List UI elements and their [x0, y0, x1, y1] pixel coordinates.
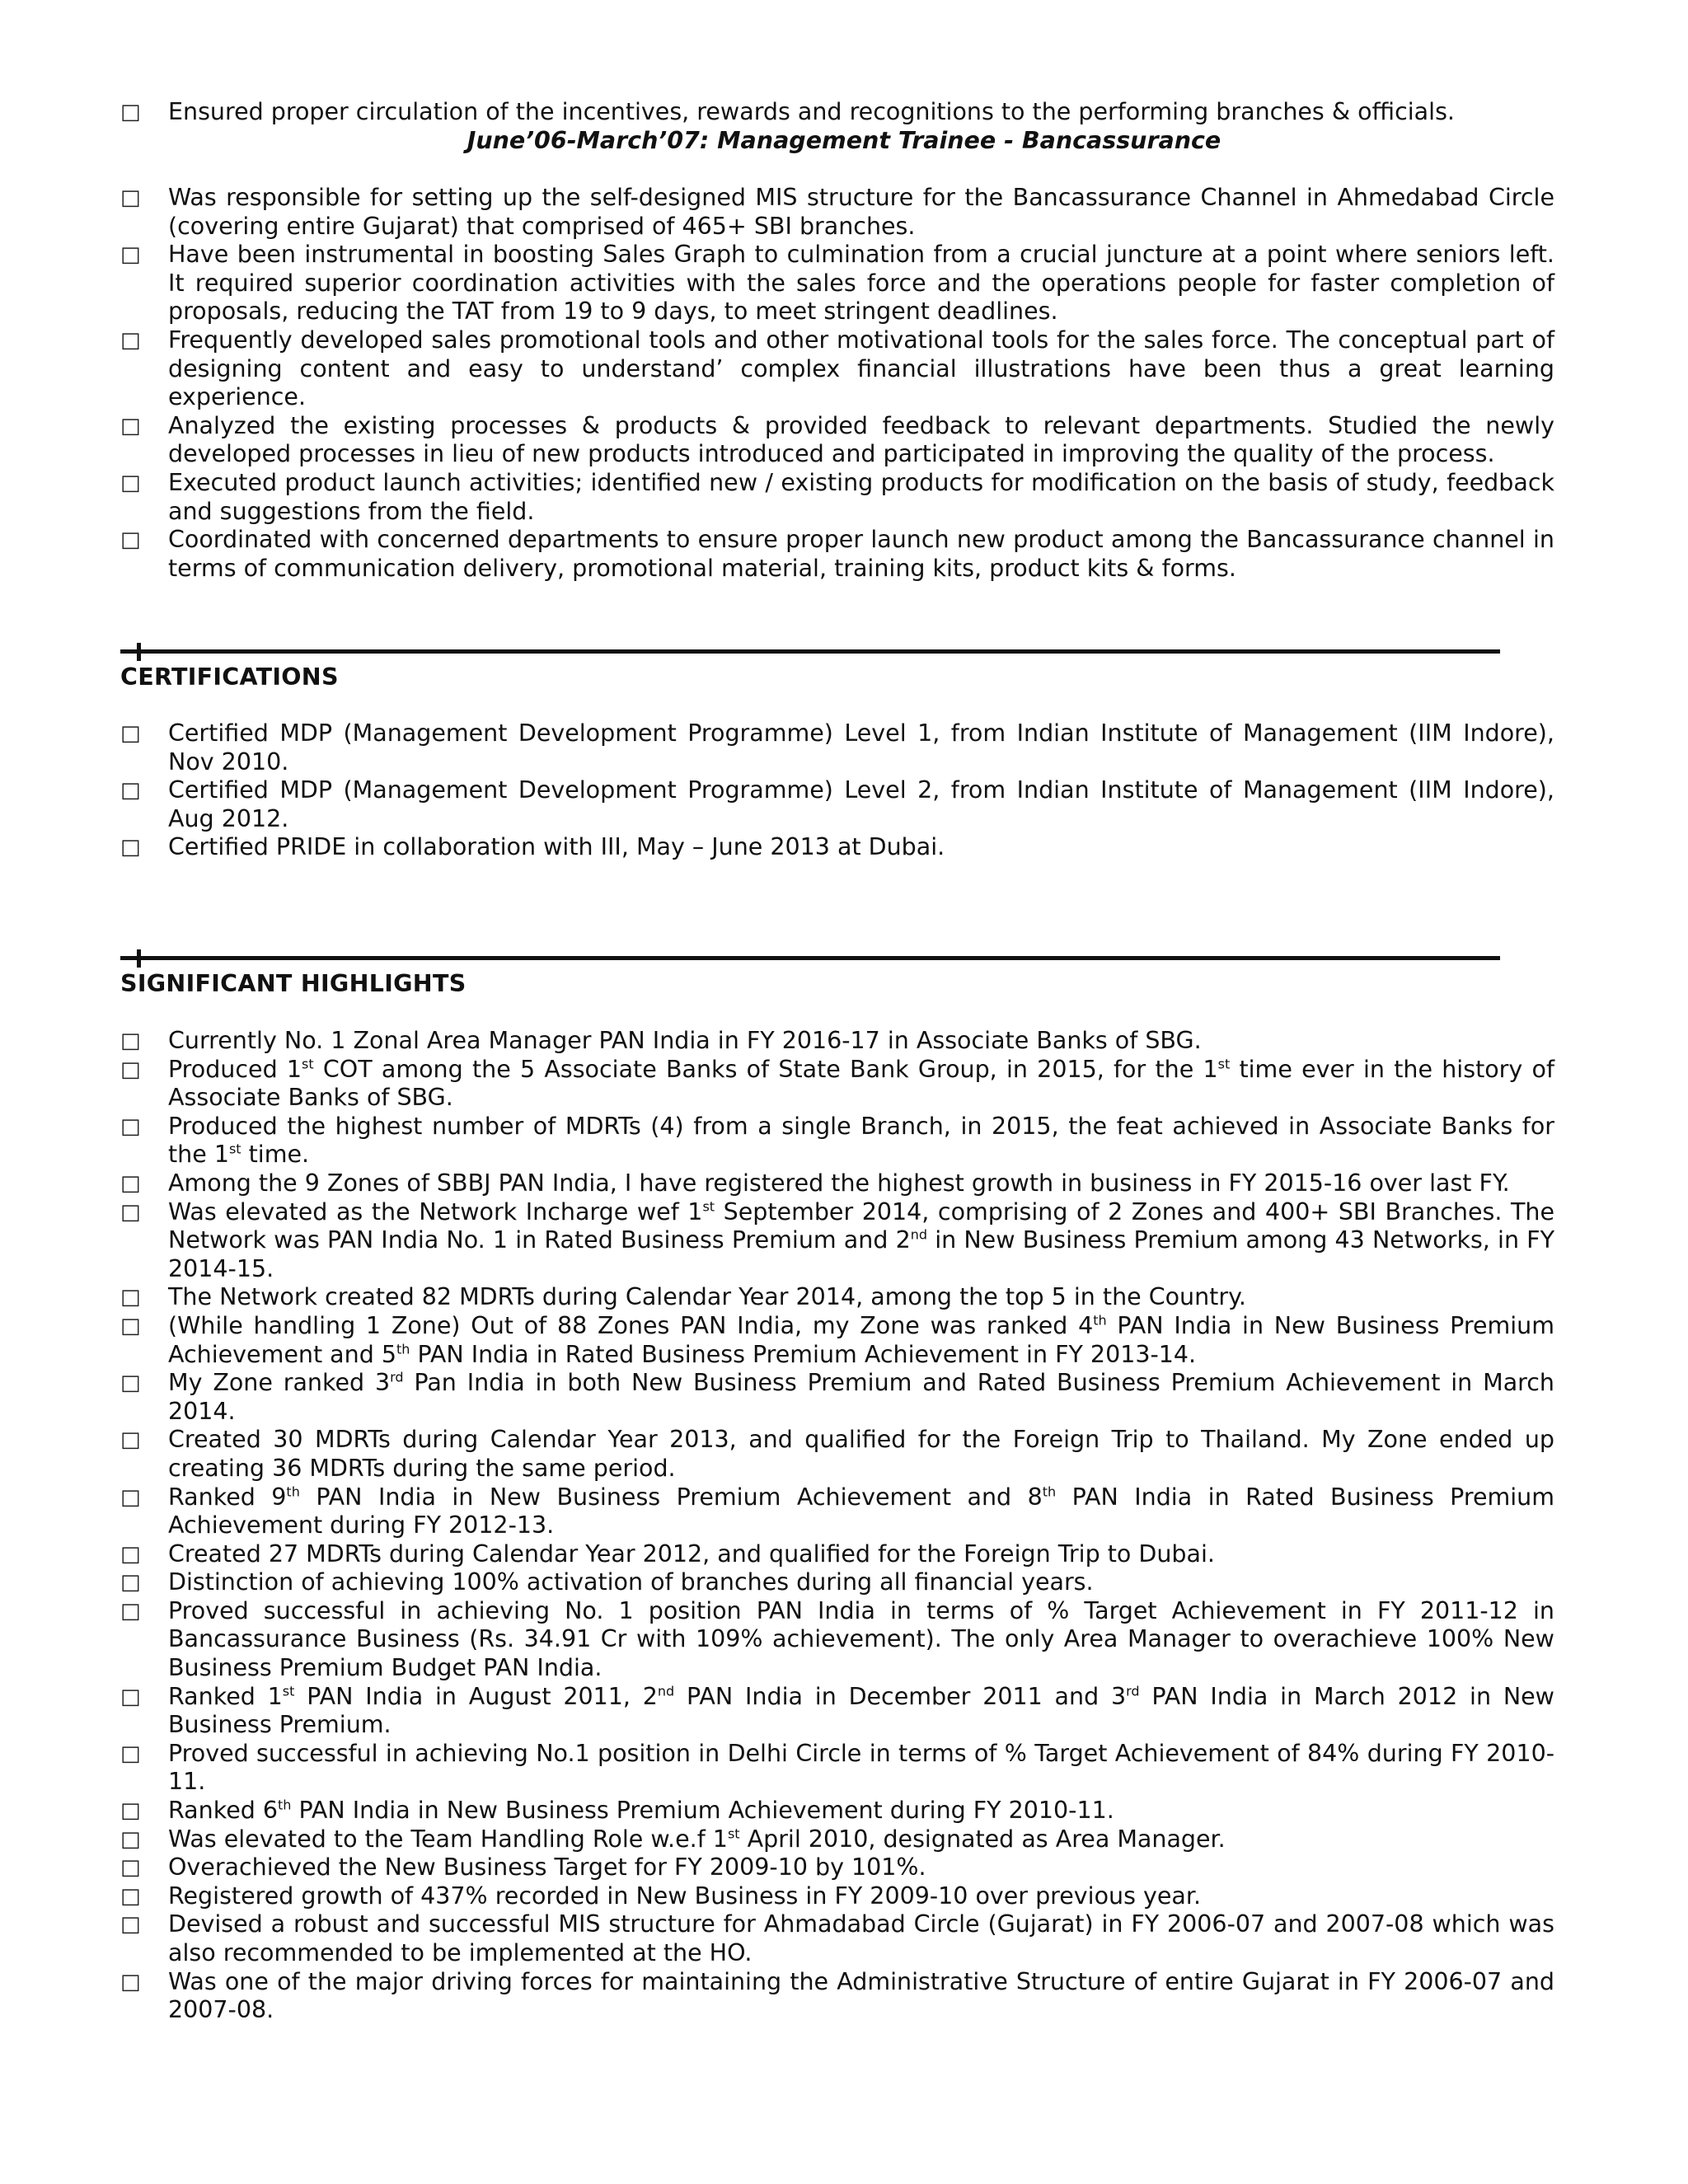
ordinal-suffix: st	[1217, 1056, 1231, 1072]
text-run: Created 30 MDRTs during Calendar Year 2013, and qualified for the Foreign Trip to Thailand. My Zone ended up creating 36 MDRTs during the same period.	[168, 1426, 1554, 1482]
highlights-divider	[120, 956, 1500, 960]
list-item	[120, 719, 1554, 776]
text-run: PAN India in New Business Premium Achievement and 5	[168, 1311, 1554, 1368]
text-run: PAN India in August 2011, 2	[294, 1682, 658, 1710]
list-item-text	[168, 1198, 1554, 1282]
highlights-divider-tick	[137, 949, 141, 968]
bullet-icon: □	[120, 835, 141, 860]
text-run: Ranked 1	[168, 1682, 283, 1710]
text-run: PAN India in New Business Premium Achievement and 8	[299, 1483, 1043, 1511]
intro-bullet-list	[120, 98, 1554, 127]
text-run: April 2010, designated as Area Manager.	[739, 1825, 1226, 1853]
ordinal-suffix: rd	[390, 1369, 404, 1385]
list-item	[120, 1825, 1554, 1854]
text-run: Pan India in both New Business Premium and Rated Business Premium Achievement in March 2014.	[168, 1369, 1554, 1425]
bullet-icon: □	[120, 527, 141, 553]
list-item-text	[168, 1882, 1201, 1910]
ordinal-suffix: st	[228, 1141, 241, 1157]
list-item-text	[168, 1483, 1554, 1540]
list-item-text	[168, 1027, 1202, 1054]
bullet-icon: □	[120, 721, 141, 746]
list-item-text: Frequently developed sales promotional tools and other motivational tools for the sales force. The conceptual part of designing content and easy to understand’ complex financial illustrations have been thus a great learning experience.	[168, 326, 1554, 411]
list-item-text: Certified MDP (Management Development Programme) Level 1, from Indian Institute of Management (IIM Indore), Nov 2010.	[168, 719, 1554, 776]
text-run: Ranked 6	[168, 1797, 279, 1825]
list-item	[120, 1740, 1554, 1797]
list-item-text	[168, 1910, 1554, 1966]
bullet-icon: □	[120, 413, 141, 438]
text-run: Overachieved the New Business Target for FY 2009-10 by 101%.	[168, 1854, 926, 1882]
ordinal-suffix: rd	[1126, 1683, 1140, 1699]
list-item-text	[168, 1825, 1226, 1853]
text-run: Was elevated to the Team Handling Role w.e.f 1	[168, 1825, 728, 1853]
list-item	[120, 1369, 1554, 1426]
ordinal-suffix: st	[702, 1198, 715, 1215]
list-item-text	[168, 1283, 1246, 1310]
list-item-text	[168, 1597, 1554, 1681]
list-item-text: Coordinated with concerned departments to ensure proper launch new product among the Bancassurance channel in terms of communication delivery, promotional material, training kits, product kits & forms.	[168, 526, 1554, 582]
list-item	[120, 1169, 1554, 1198]
text-run: My Zone ranked 3	[168, 1369, 391, 1397]
text-run: (While handling 1 Zone) Out of 88 Zones PAN India, my Zone was ranked 4	[168, 1311, 1094, 1339]
list-item-text	[168, 1113, 1554, 1169]
list-item-text: Certified MDP (Management Development Programme) Level 2, from Indian Institute of Management (IIM Indore), Aug 2012.	[168, 776, 1554, 832]
list-item-text	[168, 1169, 1510, 1197]
list-item	[120, 776, 1554, 833]
list-item	[120, 833, 1554, 862]
list-item	[120, 1882, 1554, 1911]
ordinal-suffix: th	[1093, 1312, 1107, 1329]
list-item-text	[168, 1968, 1554, 2024]
text-run: PAN India in New Business Premium Achievement during FY 2010-11.	[291, 1797, 1114, 1825]
list-item-text	[168, 1426, 1554, 1482]
list-item-text: Have been instrumental in boosting Sales Graph to culmination from a crucial juncture at a point where seniors left. It required superior coordination activities with the sales force and the operations people for faster completion of proposals, reducing the TAT from 19 to 9 days, to meet stringent deadlines.	[168, 241, 1554, 326]
text-run: Ranked 9	[168, 1483, 287, 1511]
bullet-icon: □	[120, 1883, 141, 1909]
bullet-icon: □	[120, 1371, 141, 1396]
ordinal-suffix: nd	[910, 1226, 928, 1243]
text-run: time.	[241, 1141, 310, 1169]
list-item-text	[168, 1854, 926, 1881]
bullet-icon: □	[120, 1826, 141, 1852]
text-run: Registered growth of 437% recorded in New Business in FY 2009-10 over previous year.	[168, 1882, 1201, 1910]
list-item	[120, 1426, 1554, 1483]
list-item	[120, 1910, 1554, 1967]
bullet-icon: □	[120, 1285, 141, 1310]
certifications-list	[120, 719, 1554, 862]
list-item-text: Was responsible for setting up the self-designed MIS structure for the Bancassurance Channel in Ahmedabad Circle (covering entire Gujarat) that comprised of 465+ SBI branches.	[168, 184, 1554, 240]
certifications-divider-tick	[137, 643, 141, 661]
bullet-icon: □	[120, 1798, 141, 1824]
text-run: Was elevated as the Network Incharge wef 1	[168, 1197, 703, 1226]
text-run: PAN India in March 2012 in New Business Premium.	[168, 1682, 1554, 1739]
text-run: Produced 1	[168, 1055, 302, 1083]
list-item	[120, 1854, 1554, 1882]
bullet-icon: □	[120, 1741, 141, 1766]
text-run: Produced the highest number of MDRTs (4) from a single Branch, in 2015, the feat achieved in Associate Banks for the 1	[168, 1112, 1554, 1169]
bullet-icon: □	[120, 100, 141, 124]
text-run: September 2014, comprising of 2 Zones and 400+ SBI Branches. The Network was PAN India No. 1 in Rated Business Premium and 2	[168, 1197, 1554, 1254]
text-run: Among the 9 Zones of SBBJ PAN India, I have registered the highest growth in business in FY 2015-16 over last FY.	[168, 1169, 1510, 1197]
list-item	[120, 1483, 1554, 1540]
list-item-text	[168, 1540, 1215, 1568]
list-item-text: Analyzed the existing processes & products & provided feedback to relevant departments. Studied the newly developed processes in lieu of new products introduced and participated in improving the quality of the process.	[168, 411, 1554, 468]
role-title: June’06-March’07: Management Trainee - Bancassurance	[467, 127, 1221, 154]
list-item-text	[168, 1312, 1554, 1368]
list-item	[120, 1797, 1554, 1825]
list-item	[120, 1683, 1554, 1740]
highlights-list	[120, 1027, 1554, 2025]
bullet-icon: □	[120, 1598, 141, 1624]
text-run: Distinction of achieving 100% activation of branches during all financial years.	[168, 1568, 1094, 1596]
certifications-divider	[120, 649, 1500, 654]
text-run: Devised a robust and successful MIS structure for Ahmadabad Circle (Gujarat) in FY 2006-07 and 2007-08 which was also recommended to be implemented at the HO.	[168, 1910, 1554, 1966]
list-item	[120, 1312, 1554, 1369]
list-item-text	[168, 1568, 1094, 1596]
text-run: time ever in the history of Associate Banks of SBG.	[168, 1055, 1554, 1112]
bullet-icon: □	[120, 1313, 141, 1338]
list-item-text	[168, 1797, 1114, 1824]
text-run: PAN India in December 2011 and 3	[674, 1682, 1127, 1710]
bullet-icon: □	[120, 1969, 141, 1994]
text-run: in New Business Premium among 43 Networks, in FY 2014-15.	[168, 1226, 1554, 1282]
list-item	[120, 98, 1554, 127]
bullet-icon: □	[120, 327, 141, 353]
ordinal-suffix: th	[396, 1341, 410, 1357]
list-item	[120, 1540, 1554, 1569]
list-item-text	[168, 1683, 1554, 1739]
list-item-text: Executed product launch activities; identified new / existing products for modification on the basis of study, feedback and suggestions from the field.	[168, 468, 1554, 525]
bullet-icon: □	[120, 1199, 141, 1225]
bullet-icon: □	[120, 1057, 141, 1082]
list-item	[120, 184, 1554, 241]
list-item	[120, 469, 1554, 526]
bullet-icon: □	[120, 1113, 141, 1139]
text-run: Proved successful in achieving No.1 position in Delhi Circle in terms of % Target Achievement of 84% during FY 2010-11.	[168, 1739, 1554, 1796]
bullet-icon: □	[120, 1684, 141, 1709]
bullet-icon: □	[120, 1484, 141, 1510]
ordinal-suffix: st	[302, 1056, 314, 1072]
list-item	[120, 326, 1554, 412]
text-run: Currently No. 1 Zonal Area Manager PAN India in FY 2016-17 in Associate Banks of SBG.	[168, 1027, 1202, 1054]
list-item-text: Certified PRIDE in collaboration with III, May – June 2013 at Dubai.	[168, 833, 945, 861]
list-item	[120, 1198, 1554, 1284]
bullet-icon: □	[120, 1912, 141, 1938]
list-item-text	[168, 1740, 1554, 1796]
list-item	[120, 412, 1554, 469]
role-bullet-list	[120, 184, 1554, 583]
bullet-icon: □	[120, 1427, 141, 1453]
bullet-icon: □	[120, 1855, 141, 1881]
text-run: Created 27 MDRTs during Calendar Year 2012, and qualified for the Foreign Trip to Dubai.	[168, 1540, 1215, 1568]
ordinal-suffix: st	[282, 1683, 295, 1699]
list-item	[120, 241, 1554, 326]
text-run: COT among the 5 Associate Banks of State Bank Group, in 2015, for the 1	[313, 1055, 1218, 1083]
list-item	[120, 1597, 1554, 1683]
list-item	[120, 1113, 1554, 1169]
bullet-icon: □	[120, 1541, 141, 1567]
list-item-text: Ensured proper circulation of the incentives, rewards and recognitions to the performing branches & officials.	[168, 98, 1455, 125]
list-item-text	[168, 1369, 1554, 1425]
certifications-heading: CERTIFICATIONS	[120, 663, 339, 691]
list-item	[120, 1027, 1554, 1056]
bullet-icon: □	[120, 470, 141, 495]
ordinal-suffix: th	[278, 1797, 292, 1813]
bullet-icon: □	[120, 242, 141, 268]
bullet-icon: □	[120, 185, 141, 210]
text-run: Proved successful in achieving No. 1 position PAN India in terms of % Target Achievement in FY 2011-12 in Bancassurance Business (Rs. 34.91 Cr with 109% achievement). The only Area Manager to overachieve 100% New Business Premium Budget PAN India.	[168, 1596, 1554, 1682]
bullet-icon: □	[120, 1570, 141, 1596]
ordinal-suffix: th	[1042, 1483, 1057, 1499]
text-run: PAN India in Rated Business Premium Achievement in FY 2013-14.	[410, 1340, 1197, 1368]
list-item	[120, 1283, 1554, 1312]
highlights-heading: SIGNIFICANT HIGHLIGHTS	[120, 970, 467, 997]
bullet-icon: □	[120, 1170, 141, 1196]
list-item-text	[168, 1056, 1554, 1112]
text-run: Was one of the major driving forces for maintaining the Administrative Structure of entire Gujarat in FY 2006-07 and 2007-08.	[168, 1967, 1554, 2024]
list-item	[120, 1568, 1554, 1597]
list-item	[120, 1056, 1554, 1113]
bullet-icon: □	[120, 1029, 141, 1053]
ordinal-suffix: st	[727, 1825, 740, 1842]
text-run: PAN India in Rated Business Premium Achievement during FY 2012-13.	[168, 1483, 1554, 1540]
list-item	[120, 1968, 1554, 2025]
list-item	[120, 526, 1554, 583]
ordinal-suffix: th	[286, 1483, 300, 1499]
ordinal-suffix: nd	[657, 1683, 675, 1699]
bullet-icon: □	[120, 778, 141, 804]
text-run: The Network created 82 MDRTs during Calendar Year 2014, among the top 5 in the Country.	[168, 1283, 1246, 1311]
